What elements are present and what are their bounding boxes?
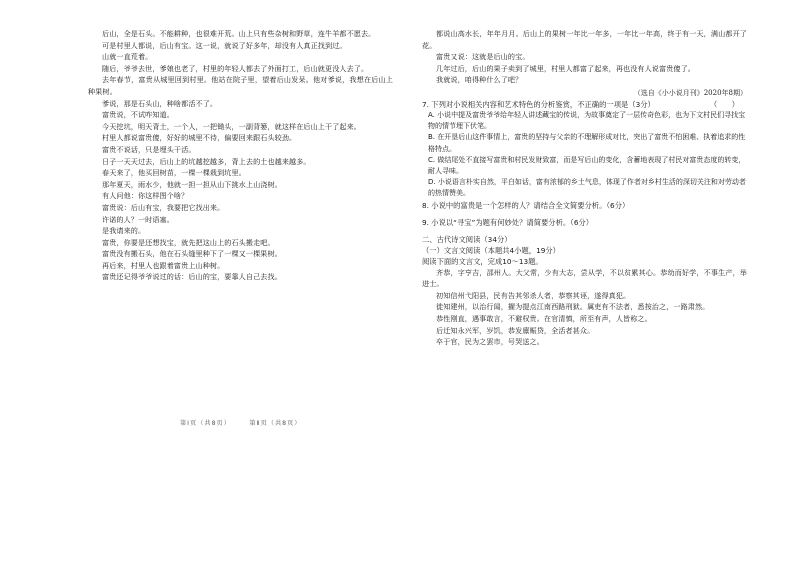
question-7-text: 7. 下列对小说相关内容和艺术特色的分析鉴赏，不正确的一项是（3分） [422,99,655,109]
story-paragraph: 都说山高水长，年年月月。后山上的果树一年比一年多，一年比一年高，终于有一天，满山都开了花。 [422,29,747,50]
story-paragraph: 富贵还记得爷爷说过的话：后山的宝，要靠人自己去找。 [102,272,282,282]
right-column [422,28,747,348]
story-paragraph: 去年春节，富贵从城里回到村里。他站在院子里，望着后山发呆。他对爹说，我想在后山上种果树。 [88,75,393,96]
story-paragraph: 今天挖坑，明天背土，一个人，一把锄头，一副背篓，就这样在后山上干了起来。 [102,121,361,131]
story-paragraph: 富贵又说：这就是后山的宝。 [436,52,530,62]
question-7-option: C. 做结尾处不直接写富贵和村民发财致富，而是写后山的变化，含蓄地表现了村民对富贵态度的转变，耐人寻味。 [428,155,746,175]
story-paragraph: 富贵说：后山有宝，我要把它找出来。 [102,202,225,212]
story-paragraph: 富贵，你要是还想找宝，就先把这山上的石头搬走吧。 [102,237,275,247]
story-source: （选自《小小说月刊》2020年8期） [633,88,747,97]
classical-paragraph: 后迁知永兴军，岁饥，恭发廪赈贷，全活者甚众。 [436,325,595,335]
story-paragraph: 后山，全是石头。不能耕种，也很难开荒。山上只有些杂树和野草，连牛羊都不愿去。 [102,29,376,38]
story-paragraph: 几年过后，后山的果子卖到了城里，村里人都富了起来，再也没有人说富贵傻了。 [436,63,695,73]
question-7-options [422,110,747,200]
classical-passage [422,267,747,348]
left-column [88,28,393,283]
question-9: 9. 小说以“寻宝”为题有何妙处？请简要分析。（6分） [422,217,594,227]
classical-paragraph: 齐恭，字亨吉，邵州人。大父常，少有大志，尝从学，不以贫累其心。恭幼而好学，不事生产，举进士。 [422,267,747,289]
question-7-option: A. 小说中提及富贵爷爷给年轻人讲述藏宝的传说，为故事奠定了一层传奇色彩，也为下文村民们寻找宝物的情节埋下伏笔。 [428,110,746,131]
classical-paragraph: 恭性刚直，遇事敢言，不避权贵。在官清慎，所至有声，人皆称之。 [436,313,652,323]
classical-paragraph: 卒于官，民为之罢市，号哭送之。 [436,337,544,347]
story-paragraph: 我就说，咱得种什么了吧？ [436,75,523,85]
story-paragraph: 富贵不说话，只是埋头干活。 [102,144,196,154]
story-paragraph: 富贵没有搬石头，他在石头缝里种下了一棵又一棵果树。 [102,249,282,259]
story-paragraph: 可是村里人都说，后山有宝。这一说，就说了好多年，却没有人真正找到过。 [102,40,347,50]
section-2-heading: 二、古代诗文阅读（34分） [422,234,512,244]
story-ending [422,28,747,86]
story-paragraph: 山就一直荒着。 [102,52,153,62]
question-7-option: D. 小说语言朴实自然，平白如话，富有浓郁的乡土气息，体现了作者对乡村生活的深切关注和对劳动者的热情赞美。 [428,178,746,198]
story-paragraph: 许诺的人？一时语塞。 [102,214,174,224]
story-paragraph: 是我请来的。 [102,226,146,236]
story-paragraph: 爹说，那是石头山，种啥都活不了。 [102,98,218,108]
page-footer: 第Ⅰ页（共8页） 第Ⅱ页（共8页） [180,420,302,427]
question-7 [422,99,747,110]
classical-paragraph: 徙知建州，以治行闻，擢为提点江南西路刑狱。属吏有不法者，悉按治之，一路肃然。 [436,302,710,312]
story-paragraph: 随后，爷爷去世，爹娘也老了，村里的年轻人都去了外面打工，后山就更没人去了。 [102,63,369,73]
story-paragraph: 村里人都说富贵傻，好好的城里不待，偏要回来跟石头较劲。 [102,133,297,143]
story-paragraph: 有人问他：你这样图个啥？ [102,191,189,201]
story-paragraph: 春天来了，他买回树苗，一棵一棵栽到坑里。 [102,168,246,178]
story-paragraph: 再后来，村里人也跟着富贵上山种树。 [102,260,225,270]
answer-blank: （ ） [709,99,739,109]
story-paragraph: 富贵说，不试咋知道。 [102,110,174,120]
classical-paragraph: 初知信州弋阳县，民有告其邻杀人者，恭察其诬，遂得真犯。 [436,290,631,300]
story-paragraph: 那年夏天，雨水少，他就一担一担从山下挑水上山浇树。 [102,179,282,189]
section-2-subheading: （一）文言文阅读（本题共4小题，19分） [422,245,560,255]
question-7-option: B. 在开垦后山这件事情上，富贵的坚持与父亲的不理解形成对比，突出了富贵不怕困难、执着追求的性格特点。 [428,133,746,153]
story-paragraph: 日子一天天过去，后山上的坑越挖越多，背上去的土也越来越多。 [102,156,311,166]
question-8: 8. 小说中的富贵是一个怎样的人？请结合全文简要分析。（6分） [422,200,630,210]
section-2-instruction: 阅读下面的文言文，完成10～13题。 [422,256,543,266]
